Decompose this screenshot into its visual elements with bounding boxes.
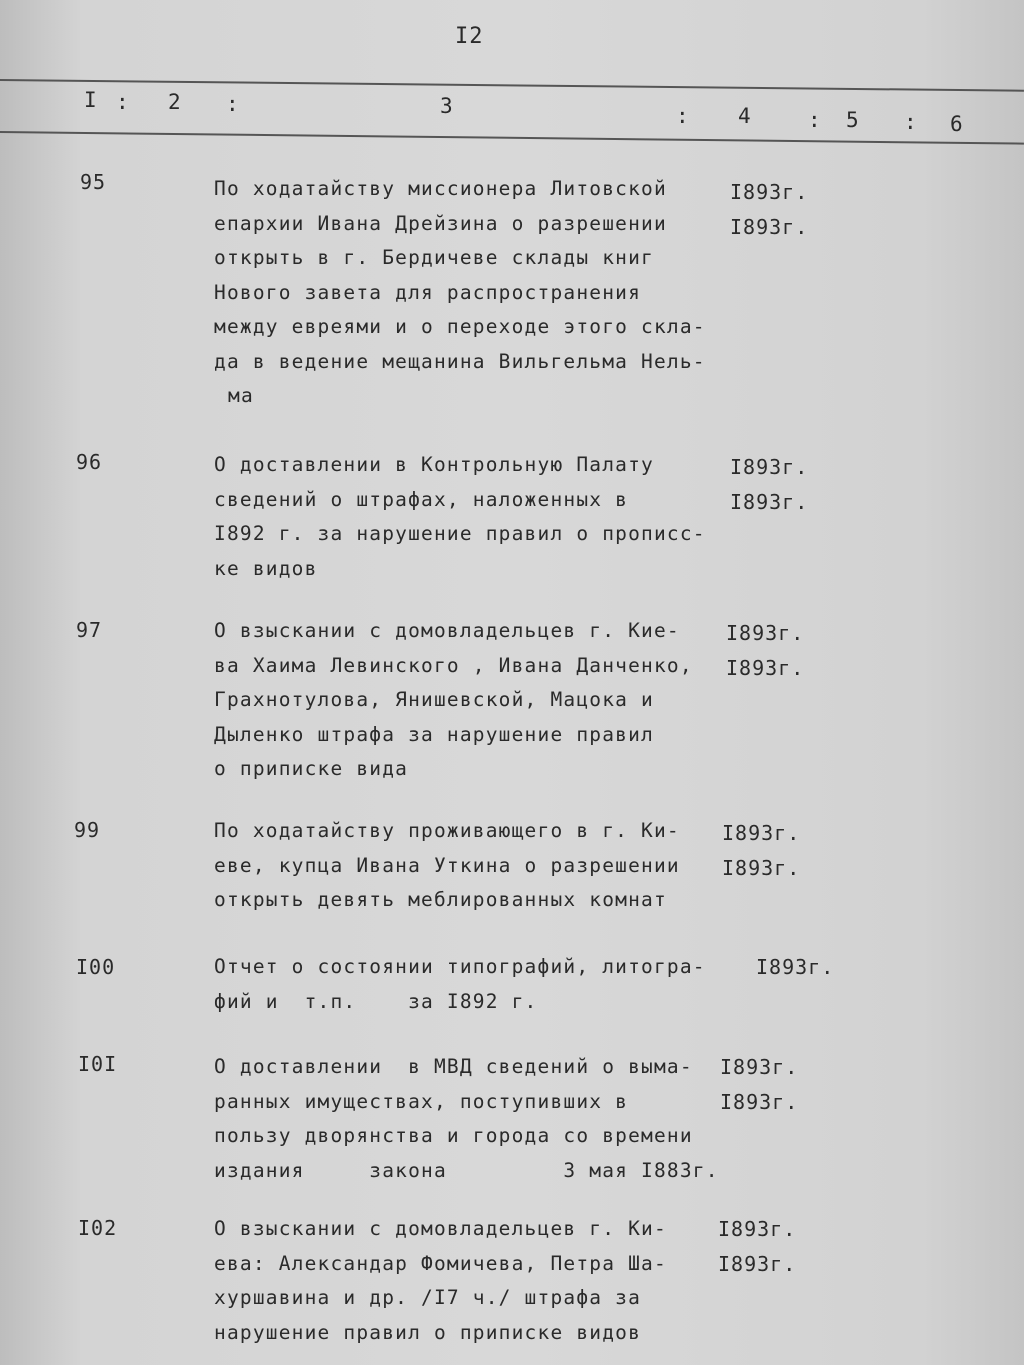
description-line: О взыскании с домовладельцев г. Ки- bbox=[214, 1217, 667, 1240]
entry-description bbox=[214, 172, 734, 414]
entry-description bbox=[214, 1050, 734, 1188]
column-header-6: 6 bbox=[950, 112, 963, 136]
year-end: I893г. bbox=[730, 489, 809, 514]
description-line: ранных имуществах, поступивших в bbox=[214, 1089, 629, 1113]
year-end: I893г. bbox=[726, 655, 805, 680]
year-end: I893г. bbox=[720, 1089, 799, 1114]
description-line: О доставлении в МВД сведений о выма- bbox=[214, 1055, 693, 1078]
description-line: Дыленко штрафа за нарушение правил bbox=[214, 722, 654, 746]
column-separator: : bbox=[904, 110, 917, 134]
description-line: Нового завета для распространения bbox=[214, 280, 642, 304]
year-start: I893г. bbox=[756, 955, 835, 979]
entry-years bbox=[756, 950, 834, 985]
description-line: ва Хаима Левинского , Ивана Данченко, bbox=[214, 653, 693, 677]
entry-number: 97 bbox=[76, 618, 103, 642]
year-start: I893г. bbox=[722, 821, 801, 845]
column-header-5: 5 bbox=[846, 108, 859, 132]
description-line: хуршавина и др. /I7 ч./ штрафа за bbox=[214, 1286, 642, 1309]
entry-years bbox=[726, 616, 804, 685]
year-end: I893г. bbox=[722, 855, 801, 880]
description-line: издания закона 3 мая I883г. bbox=[214, 1158, 719, 1182]
entry-number: I02 bbox=[78, 1216, 118, 1240]
entry-years bbox=[730, 175, 808, 244]
entry-description bbox=[214, 950, 734, 1019]
description-line: По ходатайству миссионера Литовской bbox=[214, 177, 667, 200]
column-header-4: 4 bbox=[738, 104, 751, 128]
entry-description bbox=[214, 1212, 734, 1350]
entry-number: 95 bbox=[80, 170, 107, 194]
description-line: открыть девять меблированных комнат bbox=[214, 888, 667, 911]
description-line: ева: Александар Фомичева, Петра Ша- bbox=[214, 1251, 667, 1275]
description-line: да в ведение мещанина Вильгельма Нель- bbox=[214, 349, 706, 373]
column-separator: : bbox=[808, 108, 821, 132]
column-separator: : bbox=[116, 90, 129, 114]
entry-years bbox=[722, 816, 800, 885]
column-header-3: 3 bbox=[440, 94, 453, 118]
column-separator: : bbox=[676, 104, 689, 128]
description-line: ма bbox=[228, 384, 254, 407]
description-line: о приписке вида bbox=[214, 757, 409, 780]
page-number: I2 bbox=[455, 24, 484, 49]
entry-number: I00 bbox=[76, 955, 116, 979]
description-line: По ходатайству проживающего в г. Ки- bbox=[214, 819, 680, 842]
description-line: Отчет о состоянии типографий, литогра- bbox=[214, 955, 706, 978]
column-header-1: I bbox=[84, 88, 97, 112]
entry-years bbox=[718, 1212, 796, 1281]
column-header-2: 2 bbox=[168, 90, 181, 114]
entry-description bbox=[214, 448, 734, 586]
entry-number: 99 bbox=[74, 818, 101, 842]
description-line: пользу дворянства и города со времени bbox=[214, 1124, 693, 1147]
header-rule-bottom bbox=[0, 131, 1024, 145]
entry-number: I0I bbox=[78, 1052, 118, 1076]
year-start: I893г. bbox=[730, 455, 809, 479]
description-line: нарушение правил о приписке видов bbox=[214, 1320, 642, 1344]
year-end: I893г. bbox=[718, 1251, 797, 1276]
description-line: О доставлении в Контрольную Палату bbox=[214, 453, 654, 476]
description-line: О взыскании с домовладельцев г. Кие- bbox=[214, 619, 680, 642]
entry-number: 96 bbox=[76, 450, 103, 474]
description-line: епархии Ивана Дрейзина о разрешении bbox=[214, 211, 667, 235]
description-line: еве, купца Ивана Уткина о разрешении bbox=[214, 853, 680, 877]
header-rule-top bbox=[0, 79, 1024, 92]
entry-description bbox=[214, 614, 734, 787]
entry-description bbox=[214, 814, 734, 918]
year-start: I893г. bbox=[726, 621, 805, 645]
description-line: I892 г. за нарушение правил о прописс- bbox=[214, 522, 706, 545]
entry-years bbox=[720, 1050, 798, 1119]
year-start: I893г. bbox=[718, 1217, 797, 1241]
year-end: I893г. bbox=[730, 214, 809, 239]
year-start: I893г. bbox=[720, 1055, 799, 1079]
column-separator: : bbox=[226, 92, 239, 116]
description-line: Грахнотулова, Янишевской, Мацока и bbox=[214, 688, 654, 711]
year-start: I893г. bbox=[730, 180, 809, 204]
description-line: ке видов bbox=[214, 556, 318, 580]
description-line: сведений о штрафах, наложенных в bbox=[214, 487, 629, 511]
description-line: фий и т.п. за I892 г. bbox=[214, 989, 538, 1013]
entry-years bbox=[730, 450, 808, 519]
description-line: открыть в г. Бердичеве склады книг bbox=[214, 246, 654, 269]
description-line: между евреями и о переходе этого скла- bbox=[214, 315, 706, 338]
